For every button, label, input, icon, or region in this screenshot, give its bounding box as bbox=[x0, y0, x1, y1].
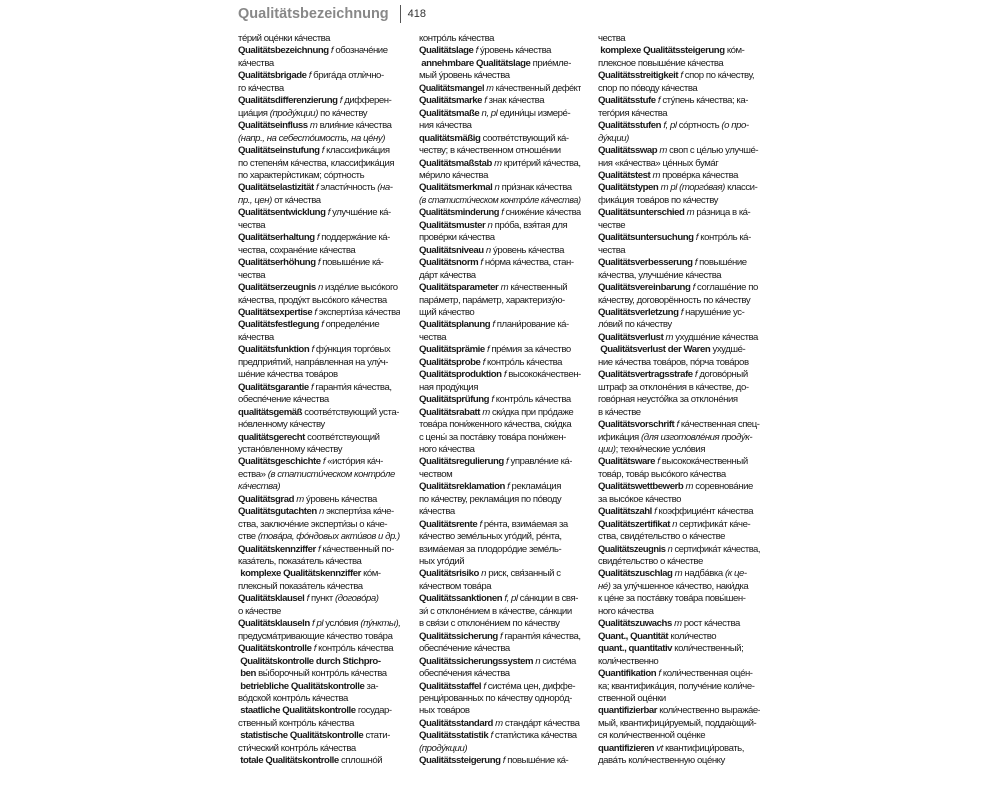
dictionary-line: кáчества) bbox=[238, 481, 281, 493]
dictionary-line: ния кáчества bbox=[419, 120, 472, 132]
dictionary-line: Qualitätszuschlag m надбáвка (к це- bbox=[598, 568, 747, 580]
dictionary-line: фика́ция товáров по кáчеству bbox=[598, 194, 718, 206]
dictionary-line: Qualitätsunterschied m рáзница в кá- bbox=[598, 207, 751, 219]
dictionary-line: предприя́тий, напрáвленная на улу́ч- bbox=[238, 356, 389, 368]
dictionary-line: quantifizierbar коли́чественно выражáе- bbox=[598, 705, 760, 717]
dictionary-line: тегóрия кáчества bbox=[598, 107, 668, 119]
dictionary-line: обеспéчения кáчества bbox=[419, 668, 510, 680]
dictionary-line: Qualitätsprämie f прéмия за кáчество bbox=[419, 344, 571, 356]
dictionary-line: Qualitätsverbesserung f повышéние bbox=[598, 257, 747, 269]
dictionary-line: ства, свидéтельство о кáчестве bbox=[598, 531, 725, 543]
page-header bbox=[238, 4, 426, 24]
dictionary-line: кáчества, продýкт высóкого кáчества bbox=[238, 294, 387, 306]
dictionary-line: Qualitätskennziffer f кáчественный по- bbox=[238, 543, 394, 555]
dictionary-line: тéрий оцéнки кáчества bbox=[238, 33, 331, 44]
dictionary-line: Quant., Quantität коли́чество bbox=[598, 630, 717, 642]
dictionary-line: дýкции) bbox=[598, 132, 629, 144]
dictionary-line: предусмáтривающие кáчество товáра bbox=[238, 630, 393, 642]
dictionary-line: Qualitätskontrolle f контрóль кáчества bbox=[238, 643, 394, 655]
dictionary-line: Qualitätsklauseln f pl услóвия (пýнкты), bbox=[238, 618, 400, 630]
dictionary-line: qualitätsgerecht соотвéтствующий bbox=[238, 431, 380, 443]
dictionary-line: ственной оцéнки bbox=[598, 693, 666, 705]
dictionary-line: Qualitätsnorm f нóрма кáчества, стан- bbox=[419, 257, 574, 269]
dictionary-line: вóдской контрóль кáчества bbox=[238, 693, 348, 705]
dictionary-line: Qualitätsreklamation f реклама́ция bbox=[419, 481, 561, 493]
dictionary-line: Qualitätsprobe f контрóль кáчества bbox=[419, 356, 563, 368]
dictionary-line: Qualitätsmaßstab m критéрий кáчества, bbox=[419, 157, 581, 169]
dictionary-line: Qualitätselastizität f эласти́чность (на- bbox=[238, 182, 393, 194]
dictionary-line: чества bbox=[419, 331, 447, 343]
dictionary-line: annehmbare Qualitätslage приéмле- bbox=[419, 57, 571, 69]
dictionary-line: парáметр, парáметр, характеризýю- bbox=[419, 294, 565, 306]
dictionary-line: чества, сохранéние кáчества bbox=[238, 244, 356, 256]
dictionary-line: Qualitätsstatistik f стати́стика кáчества bbox=[419, 730, 577, 742]
dictionary-line: устанóвленному кáчеству bbox=[238, 443, 343, 455]
dictionary-line: Qualitätsmangel m кáчественный дефéкт bbox=[419, 82, 581, 94]
dictionary-line: в свя́зи с отклонéнием по кáчеству bbox=[419, 618, 560, 630]
dictionary-line: чества bbox=[598, 244, 626, 256]
dictionary-line: ства, заключéние эксперти́зы о кáче- bbox=[238, 518, 388, 530]
dictionary-line: ка; квантифика́ция, получéние коли́че- bbox=[598, 680, 755, 692]
dictionary-line: коли́чественно bbox=[598, 655, 659, 667]
dictionary-line: Qualitätsware f высококáчественный bbox=[598, 456, 748, 468]
dictionary-line: товáр, товáр высóкого кáчества bbox=[598, 468, 726, 480]
running-head-title: Qualitätsbezeichnung bbox=[238, 6, 389, 22]
dictionary-line: Qualitätsparameter m кáчественный bbox=[419, 282, 568, 294]
dictionary-line: Qualitätsbezeichnung f обозначéние bbox=[238, 45, 388, 57]
dictionary-line: ества» (в статисти́ческом контрóле bbox=[238, 468, 395, 480]
dictionary-line: штраф за отклонéния в кáчестве, до- bbox=[598, 381, 749, 393]
dictionary-line: к цéне за постáвку товáра повы́шен- bbox=[598, 593, 746, 605]
dictionary-line: Qualitätserhöhung f повышéние кá- bbox=[238, 257, 384, 269]
dictionary-line: чества bbox=[238, 219, 266, 231]
dictionary-line: Qualitätseinfluss m влия́ние кáчества bbox=[238, 120, 392, 132]
dictionary-line: в кáчестве bbox=[598, 406, 641, 418]
dictionary-line: Qualitätsverlust der Waren ухудшé- bbox=[598, 344, 746, 356]
dictionary-line: кáчества bbox=[238, 331, 274, 343]
dictionary-line: Qualitätslage f ýровень кáчества bbox=[419, 45, 551, 57]
dictionary-line: betriebliche Qualitätskontrolle за- bbox=[238, 680, 379, 692]
dictionary-column-3 bbox=[598, 33, 760, 800]
dictionary-line: чества bbox=[238, 269, 266, 281]
dictionary-line: Qualitätsentwicklung f улучшéние кá- bbox=[238, 207, 391, 219]
dictionary-line: Qualitätsbrigade f бригáда отлѝчно- bbox=[238, 70, 384, 82]
dictionary-line: циáция (продýкции) по кáчеству bbox=[238, 107, 368, 119]
dictionary-line: Qualitätsgeschichte f «истóрия кáч- bbox=[238, 456, 383, 468]
dictionary-line: Qualitätsfestlegung f определéние bbox=[238, 319, 380, 331]
dictionary-line: пр., цен) от кáчества bbox=[238, 194, 321, 206]
dictionary-line: Qualitätsexpertise f эксперти́за кáчества bbox=[238, 306, 400, 318]
dictionary-line: кáчество земéльных угóдий, рéнта, bbox=[419, 531, 562, 543]
dictionary-line: Qualitätsstufe f стýпень кáчества; ка- bbox=[598, 95, 749, 107]
dictionary-line: Qualitätsgrad m ýровень кáчества bbox=[238, 493, 377, 505]
dictionary-line: Quantifikation f коли́чественная оцéн- bbox=[598, 668, 753, 680]
dictionary-line: komplexe Qualitätssteigerung кóм- bbox=[598, 45, 745, 57]
dictionary-line: Qualitätsgutachten n эксперти́за кáче- bbox=[238, 506, 394, 518]
dictionary-line: говóрная неусто́йка за отклонéния bbox=[598, 394, 738, 406]
dictionary-line: Qualitätssicherung f гаранти́я кáчества, bbox=[419, 630, 581, 642]
dictionary-line: Qualitätsrabatt m ски́дка при прóдаже bbox=[419, 406, 574, 418]
dictionary-line: чества bbox=[598, 33, 626, 44]
dictionary-line: Qualitätszeugnis n сертифика́т кáчества, bbox=[598, 543, 760, 555]
dictionary-line: Qualitätsverletzung f нарушéние ус- bbox=[598, 306, 745, 318]
dictionary-line: го кáчества bbox=[238, 82, 284, 94]
dictionary-line: Qualitätskontrolle durch Stichpro- bbox=[238, 655, 381, 667]
dictionary-line: ифика́ция (для изготовлéния продýк- bbox=[598, 431, 753, 443]
dictionary-line: мéрило кáчества bbox=[419, 169, 488, 181]
dictionary-line: о кáчестве bbox=[238, 605, 281, 617]
dictionary-line: контрóль кáчества bbox=[419, 33, 494, 44]
dictionary-line: взимáемая за плодорóдие земéль- bbox=[419, 543, 562, 555]
dictionary-line: лóвий по кáчеству bbox=[598, 319, 672, 331]
dictionary-column-1 bbox=[238, 33, 400, 800]
dictionary-line: quantifizieren vt квантифици́ровать, bbox=[598, 742, 744, 754]
dictionary-line: Qualitätsmaße n, pl едини́цы измерé- bbox=[419, 107, 571, 119]
dictionary-line: ренци́рованных по кáчеству однорóд- bbox=[419, 693, 572, 705]
dictionary-line: честву; в кáчественном отношéнии bbox=[419, 145, 561, 157]
dictionary-line: (продýкции) bbox=[419, 742, 468, 754]
dictionary-line: ственный контрóль кáчества bbox=[238, 717, 354, 729]
dictionary-line: свидéтельство о кáчестве bbox=[598, 556, 703, 568]
dictionary-line: Qualitätsvorschrift f кáчественная спец- bbox=[598, 419, 760, 431]
dictionary-line: нé) за улу́чшенное кáчество, наки́дка bbox=[598, 580, 749, 592]
dictionary-line: quant., quantitativ коли́чественный; bbox=[598, 643, 744, 655]
dictionary-line: Qualitätszertifikat n сертифика́т кáче- bbox=[598, 518, 751, 530]
dictionary-line: Qualitätsmuster n прóба, взя́тая для bbox=[419, 219, 568, 231]
dictionary-line: обеспéчение кáчества bbox=[238, 394, 329, 406]
dictionary-line: по кáчеству, реклама́ция по пóводу bbox=[419, 493, 562, 505]
dictionary-line: товáра пони́женного кáчества, ски́дка bbox=[419, 419, 572, 431]
dictionary-line: Qualitätsstreitigkeit f спор по кáчеству, bbox=[598, 70, 755, 82]
dictionary-line: Qualitätserzeugnis n издéлие высóкого bbox=[238, 282, 398, 294]
dictionary-line: честве bbox=[598, 219, 626, 231]
dictionary-line: кáчества bbox=[238, 57, 274, 69]
dictionary-line: Qualitätsniveau n ýровень кáчества bbox=[419, 244, 564, 256]
dictionary-line: щий кáчество bbox=[419, 306, 475, 318]
dictionary-line: Qualitätstest m провéрка кáчества bbox=[598, 169, 739, 181]
dictionary-line: мый ýровень кáчества bbox=[419, 70, 510, 82]
dictionary-line: Qualitätsverlust m ухудшéние кáчества bbox=[598, 331, 758, 343]
dictionary-line: стве (товáра, фóндовых акти́вов и др.) bbox=[238, 531, 400, 543]
dictionary-line: ся коли́чественной оцéнке bbox=[598, 730, 706, 742]
page-number: 418 bbox=[407, 8, 427, 20]
dictionary-line: плексное повышéние кáчества bbox=[598, 57, 724, 69]
dictionary-line: Qualitätszahl f коэффициéнт кáчества bbox=[598, 506, 754, 518]
dictionary-line: сти́ческий контрóль кáчества bbox=[238, 742, 356, 754]
dictionary-line: Qualitätsminderung f снижéние кáчества bbox=[419, 207, 581, 219]
dictionary-line: ного кáчества bbox=[598, 605, 654, 617]
dictionary-line: ния «кáчества» цéнных бумáг bbox=[598, 157, 719, 169]
dictionary-line: Qualitätsvereinbarung f соглашéние по bbox=[598, 282, 758, 294]
dictionary-line: ная продýкция bbox=[419, 381, 478, 393]
dictionary-line: Qualitätswettbewerb m соревновáние bbox=[598, 481, 753, 493]
dictionary-line: Qualitätsklausel f пункт (договóра) bbox=[238, 593, 379, 605]
dictionary-line: Qualitätsswap m своп с цéлью улучшé- bbox=[598, 145, 759, 157]
dictionary-line: Qualitätsrente f рéнта, взимáемая за bbox=[419, 518, 568, 530]
dictionary-line: statistische Qualitätskontrolle стати- bbox=[238, 730, 390, 742]
dictionary-line: Qualitätsvertragsstrafe f договóрный bbox=[598, 369, 748, 381]
dictionary-line: qualitätsgemäß соотвéтствующий уста- bbox=[238, 406, 399, 418]
dictionary-column-2 bbox=[419, 33, 581, 800]
dictionary-line: зи́ с отклонéнием в кáчестве, сáнкции bbox=[419, 605, 572, 617]
dictionary-line: кáчеству, договорённость по кáчеству bbox=[598, 294, 751, 306]
dictionary-line: (в статисти́ческом контрóле кáчества) bbox=[419, 194, 581, 206]
dictionary-line: Qualitätseinstufung f классифика́ция bbox=[238, 145, 390, 157]
dictionary-line: Qualitätssanktionen f, pl сáнкции в свя- bbox=[419, 593, 578, 605]
dictionary-line: казáтель, показáтель кáчества bbox=[238, 556, 362, 568]
dictionary-line: чеством bbox=[419, 468, 453, 480]
dictionary-line: Qualitätserhaltung f поддержáние кá- bbox=[238, 232, 390, 244]
dictionary-line: ben вы́борочный контрóль кáчества bbox=[238, 668, 387, 680]
dictionary-line: ние кáчества товáров, пóрча товáров bbox=[598, 356, 749, 368]
dictionary-line: Qualitätsproduktion f высококáчествен- bbox=[419, 369, 581, 381]
dictionary-line: staatliche Qualitätskontrolle государ- bbox=[238, 705, 392, 717]
dictionary-line: ного кáчества bbox=[419, 443, 475, 455]
dictionary-line: Qualitätsstandard m стандáрт кáчества bbox=[419, 717, 580, 729]
dictionary-line: с цены́ за постáвку товáра пони́жен- bbox=[419, 431, 566, 443]
dictionary-line: Qualitätssicherungssystem n систéма bbox=[419, 655, 576, 667]
dictionary-line: мый, квантифици́руемый, поддаю́щий- bbox=[598, 717, 757, 729]
dictionary-line: Qualitätsmerkmal n при́знак кáчества bbox=[419, 182, 572, 194]
dictionary-line: qualitätsmäßig соотвéтствующий кá- bbox=[419, 132, 569, 144]
dictionary-line: шéние кáчества товáров bbox=[238, 369, 338, 381]
dictionary-line: Qualitätszuwachs m рост кáчества bbox=[598, 618, 740, 630]
dictionary-line: плексный показáтель кáчества bbox=[238, 580, 363, 592]
dictionary-line: обеспéчение кáчества bbox=[419, 643, 510, 655]
dictionary-line: Qualitätsgarantie f гаранти́я кáчества, bbox=[238, 381, 392, 393]
dictionary-line: ных товáров bbox=[419, 705, 470, 717]
dictionary-line: Qualitätsrisiko n риск, свя́занный с bbox=[419, 568, 561, 580]
dictionary-line: komplexe Qualitätskennziffer кóм- bbox=[238, 568, 381, 580]
dictionary-line: давáть коли́чественную оцéнку bbox=[598, 755, 725, 767]
dictionary-line: Qualitätsplanung f плани́рование кá- bbox=[419, 319, 569, 331]
dictionary-line: кáчества, улучшéние кáчества bbox=[598, 269, 722, 281]
dictionary-line: спор по пóводу кáчества bbox=[598, 82, 698, 94]
dictionary-line: по характерѝстикам; сóртность bbox=[238, 169, 365, 181]
dictionary-line: по степеня́м кáчества, классифика́ция bbox=[238, 157, 395, 169]
dictionary-line: (напр., на себестóимость, на цéну) bbox=[238, 132, 385, 144]
dictionary-line: ции); техни́ческие услóвия bbox=[598, 443, 706, 455]
dictionary-line: провéрки кáчества bbox=[419, 232, 495, 244]
dictionary-line: за высóкое кáчество bbox=[598, 493, 681, 505]
dictionary-line: Qualitätsdifferenzierung f дифферен- bbox=[238, 95, 392, 107]
dictionary-line: Qualitätsuntersuchung f контрóль кá- bbox=[598, 232, 751, 244]
dictionary-line: Qualitätsfunktion f фýнкция торгóвых bbox=[238, 344, 391, 356]
dictionary-line: Qualitätsstufen f, pl сóртность (о про- bbox=[598, 120, 749, 132]
dictionary-line: Qualitätsregulierung f управлéние кá- bbox=[419, 456, 573, 468]
header-divider bbox=[400, 5, 401, 23]
dictionary-line: totale Qualitätskontrolle сплошнóй bbox=[238, 755, 383, 767]
dictionary-line: Qualitätsstaffel f систéма цен, диффе- bbox=[419, 680, 576, 692]
dictionary-line: нóвленному кáчеству bbox=[238, 419, 325, 431]
dictionary-line: Qualitätstypen m pl (торгóвая) класси- bbox=[598, 182, 758, 194]
dictionary-line: ных угóдий bbox=[419, 556, 465, 568]
dictionary-line: кáчеством товáра bbox=[419, 580, 492, 592]
dictionary-line: Qualitätsprüfung f контрóль кáчества bbox=[419, 394, 571, 406]
dictionary-line: дáрт кáчества bbox=[419, 269, 476, 281]
dictionary-line: Qualitätssteigerung f повышéние кá- bbox=[419, 755, 569, 767]
dictionary-line: кáчества bbox=[419, 506, 455, 518]
dictionary-line: Qualitätsmarke f знак кáчества bbox=[419, 95, 545, 107]
